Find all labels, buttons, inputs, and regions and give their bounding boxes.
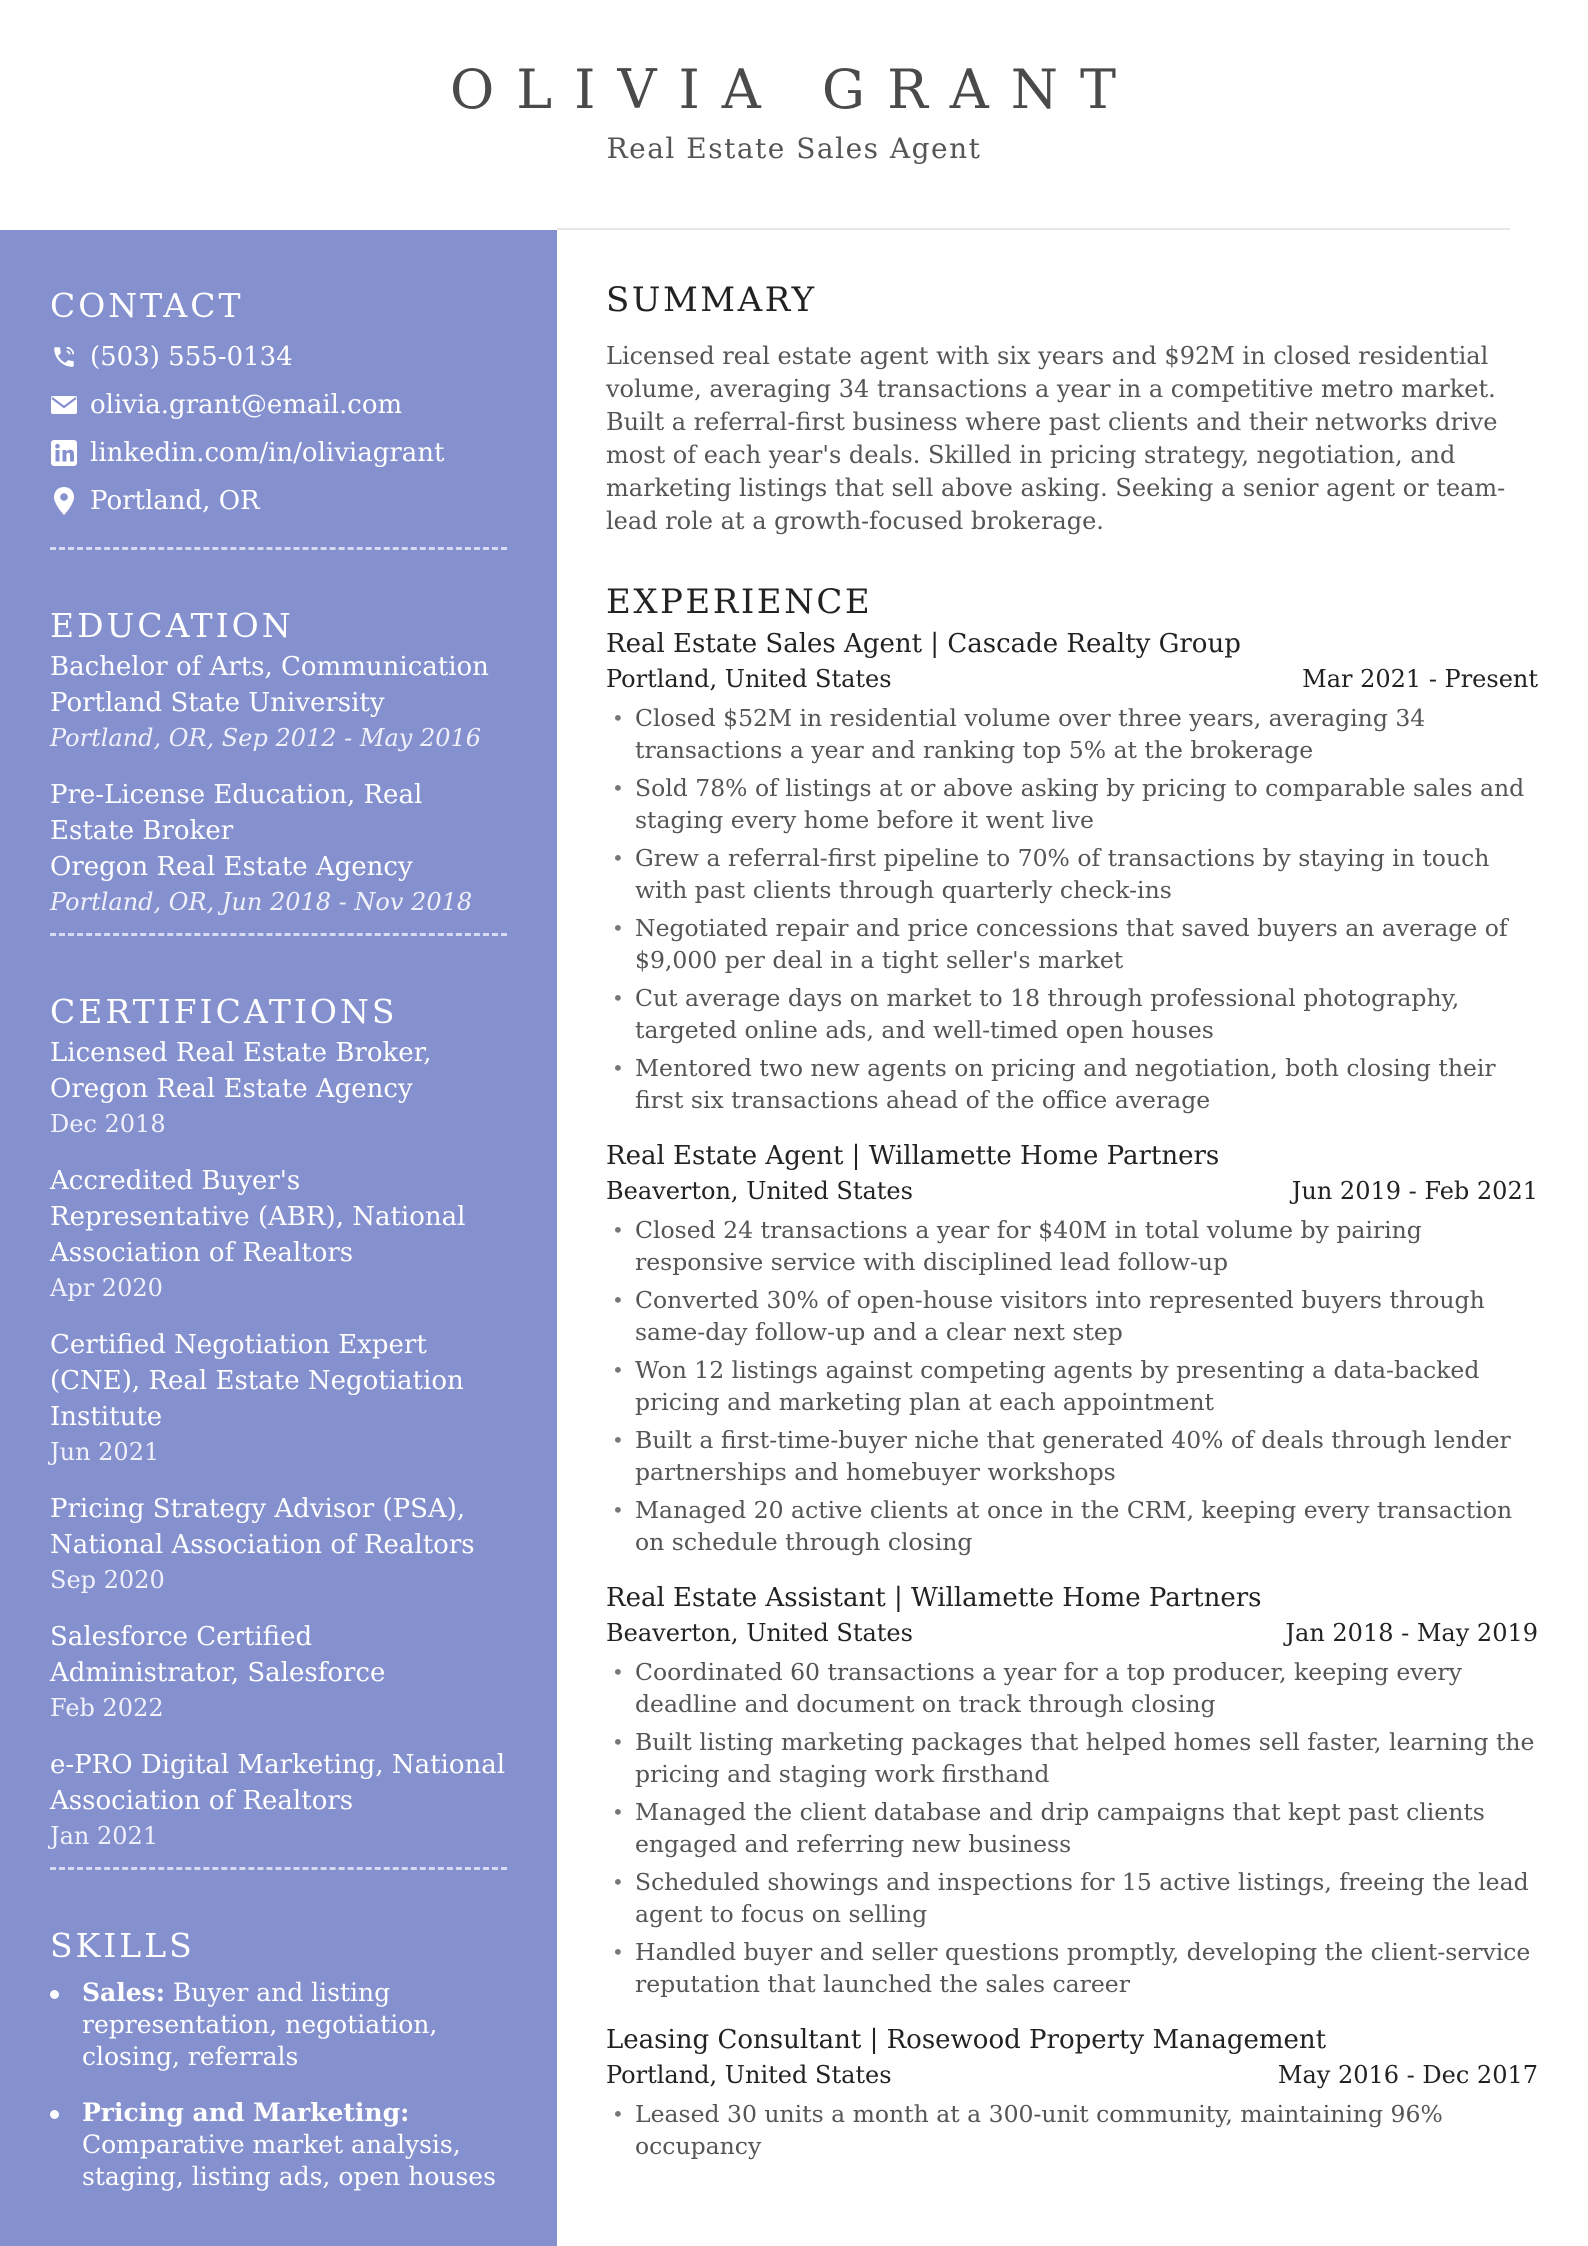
certification-name: Salesforce Certified Administrator, Salesforce xyxy=(50,1622,386,1688)
contact-heading: CONTACT xyxy=(50,286,244,325)
bullet-item: • Sold 78% of listings at or above asking by pricing to comparable sales and staging every home before it went live xyxy=(606,772,1538,836)
section-divider xyxy=(50,1867,507,1870)
contact-location-text: Portland, OR xyxy=(90,486,260,516)
education-school: Portland State University xyxy=(50,688,385,718)
job-location: Portland, United States xyxy=(606,2061,892,2089)
skill-item xyxy=(50,1977,507,2073)
job-bullets xyxy=(606,1656,1538,2000)
job-dates: Jun 2019 - Feb 2021 xyxy=(1291,1177,1538,1205)
certification-entry xyxy=(50,1491,507,1597)
bullet-item: • Closed 24 transactions a year for $40M in total volume by pairing responsive service with disciplined lead follow-up xyxy=(606,1214,1538,1278)
job-entry xyxy=(606,1138,1538,1558)
education-school: Oregon Real Estate Agency xyxy=(50,852,413,882)
contact-linkedin-text: linkedin.com/in/oliviagrant xyxy=(90,438,445,468)
certification-name: Licensed Real Estate Broker, Oregon Real Estate Agency xyxy=(50,1038,432,1104)
sidebar xyxy=(0,230,557,2246)
job-bullets xyxy=(606,1214,1538,1558)
section-divider xyxy=(50,933,507,936)
candidate-name: OLIVIA GRANT xyxy=(449,58,1138,121)
contact-linkedin[interactable] xyxy=(50,429,507,477)
bullet-item: • Built listing marketing packages that helped homes sell faster, learning the pricing and staging work firsthand xyxy=(606,1726,1538,1790)
job-dates: Jan 2018 - May 2019 xyxy=(1285,1619,1538,1647)
contact-phone[interactable] xyxy=(50,333,507,381)
experience-heading: EXPERIENCE xyxy=(606,582,873,622)
job-title: Leasing Consultant | Rosewood Property Management xyxy=(606,2025,1327,2055)
bullet-item: • Managed 20 active clients at once in the CRM, keeping every transaction on schedule through closing xyxy=(606,1494,1538,1558)
education-entry xyxy=(50,649,507,755)
summary-heading: SUMMARY xyxy=(606,280,817,320)
linkedin-icon xyxy=(50,439,78,467)
bullet-item: • Negotiated repair and price concessions that saved buyers an average of $9,000 per deal in a tight seller's market xyxy=(606,912,1538,976)
job-location: Beaverton, United States xyxy=(606,1177,913,1205)
education-meta: Portland, OR, Sep 2012 - May 2016 xyxy=(50,724,482,752)
job-bullets xyxy=(606,702,1538,1116)
skill-text: Buyer and listing representation, negotiation, closing, referrals xyxy=(82,1978,438,2071)
education-heading: EDUCATION xyxy=(50,606,294,645)
location-pin-icon xyxy=(50,487,78,515)
contact-phone-text: (503) 555-0134 xyxy=(90,342,293,372)
certification-date: Feb 2022 xyxy=(50,1694,164,1722)
section-divider xyxy=(50,547,507,550)
job-bullets xyxy=(606,2098,1538,2162)
job-location: Beaverton, United States xyxy=(606,1619,913,1647)
certification-date: Apr 2020 xyxy=(50,1274,163,1302)
header-divider xyxy=(557,228,1510,230)
job-dates: Mar 2021 - Present xyxy=(1302,665,1538,693)
job-meta xyxy=(606,662,1538,696)
skill-label: Sales: xyxy=(82,1978,165,2007)
job-location: Portland, United States xyxy=(606,665,892,693)
certification-date: Jun 2021 xyxy=(50,1438,160,1466)
certification-date: Sep 2020 xyxy=(50,1566,165,1594)
contact-location xyxy=(50,477,507,525)
contact-email-text: olivia.grant@email.com xyxy=(90,390,403,420)
bullet-item: • Built a first-time-buyer niche that generated 40% of deals through lender partnerships and homebuyer workshops xyxy=(606,1424,1538,1488)
job-title: Real Estate Agent | Willamette Home Partners xyxy=(606,1141,1220,1171)
certification-name: Certified Negotiation Expert (CNE), Real Estate Negotiation Institute xyxy=(50,1330,464,1432)
candidate-title: Real Estate Sales Agent xyxy=(606,132,982,165)
bullet-item: • Mentored two new agents on pricing and negotiation, both closing their first six transactions ahead of the office average xyxy=(606,1052,1538,1116)
certification-entry xyxy=(50,1035,507,1141)
bullet-item: • Handled buyer and seller questions promptly, developing the client-service reputation that launched the sales career xyxy=(606,1936,1538,2000)
bullet-item: • Leased 30 units a month at a 300-unit community, maintaining 96% occupancy xyxy=(606,2098,1538,2162)
job-meta xyxy=(606,2058,1538,2092)
job-meta xyxy=(606,1174,1538,1208)
certification-date: Jan 2021 xyxy=(50,1822,159,1850)
certification-entry xyxy=(50,1747,507,1853)
certification-name: Pricing Strategy Advisor (PSA), National Association of Realtors xyxy=(50,1494,475,1560)
certification-name: e-PRO Digital Marketing, National Association of Realtors xyxy=(50,1750,506,1816)
bullet-item: • Won 12 listings against competing agents by presenting a data-backed pricing and marketing plan at each appointment xyxy=(606,1354,1538,1418)
job-title: Real Estate Assistant | Willamette Home Partners xyxy=(606,1583,1262,1613)
education-entry xyxy=(50,777,507,919)
skills-list xyxy=(50,1977,507,2193)
skill-text: Comparative market analysis, staging, listing ads, open houses xyxy=(82,2130,496,2191)
certification-entry xyxy=(50,1619,507,1725)
skill-label: Pricing and Marketing: xyxy=(82,2098,410,2127)
job-entry xyxy=(606,1580,1538,2000)
certification-name: Accredited Buyer's Representative (ABR), National Association of Realtors xyxy=(50,1166,466,1268)
bullet-item: • Converted 30% of open-house visitors into represented buyers through same-day follow-up and a clear next step xyxy=(606,1284,1538,1348)
education-meta: Portland, OR, Jun 2018 - Nov 2018 xyxy=(50,888,473,916)
education-degree: Pre-License Education, Real Estate Broker xyxy=(50,780,423,846)
bullet-item: • Grew a referral-first pipeline to 70% of transactions by staying in touch with past clients through quarterly check-ins xyxy=(606,842,1538,906)
bullet-item: • Coordinated 60 transactions a year for a top producer, keeping every deadline and document on track through closing xyxy=(606,1656,1538,1720)
certification-date: Dec 2018 xyxy=(50,1110,166,1138)
bullet-item: • Managed the client database and drip campaigns that kept past clients engaged and referring new business xyxy=(606,1796,1538,1860)
bullet-item: • Closed $52M in residential volume over three years, averaging 34 transactions a year and ranking top 5% at the brokerage xyxy=(606,702,1538,766)
mail-icon xyxy=(50,391,78,419)
job-entry xyxy=(606,2022,1538,2162)
job-entry xyxy=(606,626,1538,1116)
education-degree: Bachelor of Arts, Communication xyxy=(50,652,489,682)
job-dates: May 2016 - Dec 2017 xyxy=(1277,2061,1538,2089)
certification-entry xyxy=(50,1163,507,1305)
summary-section xyxy=(606,280,1538,538)
resume-header xyxy=(0,0,1588,230)
phone-icon xyxy=(50,343,78,371)
bullet-item: • Scheduled showings and inspections for 15 active listings, freeing the lead agent to focus on selling xyxy=(606,1866,1538,1930)
contact-email[interactable] xyxy=(50,381,507,429)
job-title: Real Estate Sales Agent | Cascade Realty Group xyxy=(606,629,1241,659)
main-content xyxy=(606,280,1538,2184)
bullet-item: • Cut average days on market to 18 through professional photography, targeted online ads, and well-timed open houses xyxy=(606,982,1538,1046)
experience-section xyxy=(606,582,1538,2162)
summary-text: Licensed real estate agent with six years and $92M in closed residential volume, averaging 34 transactions a year in a competitive metro market. Built a referral-first business where past clients and their networks drive most of each year's deals. Skilled in pricing strategy, negotiation, and marketing listings that sell above asking. Seeking a senior agent or team-lead role at a growth-focused brokerage. xyxy=(606,342,1506,535)
contact-list xyxy=(50,333,507,525)
certifications-heading: CERTIFICATIONS xyxy=(50,992,398,1031)
certification-entry xyxy=(50,1327,507,1469)
skill-item xyxy=(50,2097,507,2193)
skills-heading: SKILLS xyxy=(50,1926,195,1965)
job-meta xyxy=(606,1616,1538,1650)
